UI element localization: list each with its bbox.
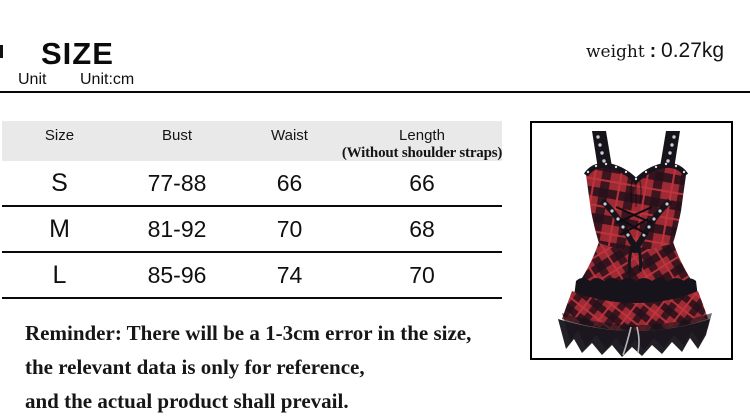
column-header-bust bbox=[117, 121, 237, 161]
size-table bbox=[2, 121, 502, 299]
unit-label: Unit bbox=[18, 71, 47, 88]
cell-waist: 66 bbox=[276, 169, 303, 196]
left-edge-mark bbox=[0, 45, 3, 58]
cell-length: 68 bbox=[409, 215, 435, 242]
column-header-waist bbox=[237, 121, 342, 161]
column-label: Waist bbox=[271, 127, 308, 144]
table-header-row bbox=[2, 121, 502, 161]
cell-size: S bbox=[51, 168, 68, 197]
cell-length: 66 bbox=[409, 169, 435, 196]
column-label: Length bbox=[399, 127, 445, 144]
column-label: Bust bbox=[161, 127, 192, 144]
column-header-size bbox=[2, 121, 117, 161]
page-title: SIZE bbox=[41, 36, 114, 71]
table-row-s bbox=[2, 161, 502, 207]
cell-bust: 77-88 bbox=[147, 169, 207, 196]
reminder-text bbox=[25, 316, 471, 418]
column-label: Size bbox=[44, 127, 75, 144]
header-divider bbox=[0, 91, 750, 93]
cell-waist: 74 bbox=[276, 261, 303, 288]
reminder-line-3: and the actual product shall prevail. bbox=[25, 389, 349, 413]
cell-bust: 81-92 bbox=[147, 215, 207, 242]
reminder-line-2: the relevant data is only for reference, bbox=[25, 355, 365, 379]
product-image bbox=[530, 121, 733, 360]
unit-value: Unit:cm bbox=[80, 71, 135, 88]
table-row-l bbox=[2, 253, 502, 299]
cell-size: L bbox=[52, 260, 67, 289]
column-sublabel: (Without shoulder straps) bbox=[341, 145, 503, 161]
reminder-line-1: Reminder: There will be a 1-3cm error in the size, bbox=[25, 321, 472, 345]
cell-length: 70 bbox=[409, 261, 435, 288]
plaid-dress-illustration bbox=[532, 123, 731, 358]
cell-waist: 70 bbox=[276, 215, 303, 242]
weight-label: weight bbox=[586, 42, 645, 62]
weight-value: 0.27kg bbox=[661, 39, 725, 62]
weight-separator: : bbox=[649, 41, 657, 62]
column-header-length bbox=[342, 121, 502, 161]
cell-bust: 85-96 bbox=[147, 261, 207, 288]
weight-info bbox=[586, 39, 724, 63]
table-row-m bbox=[2, 207, 502, 253]
cell-size: M bbox=[49, 214, 70, 243]
